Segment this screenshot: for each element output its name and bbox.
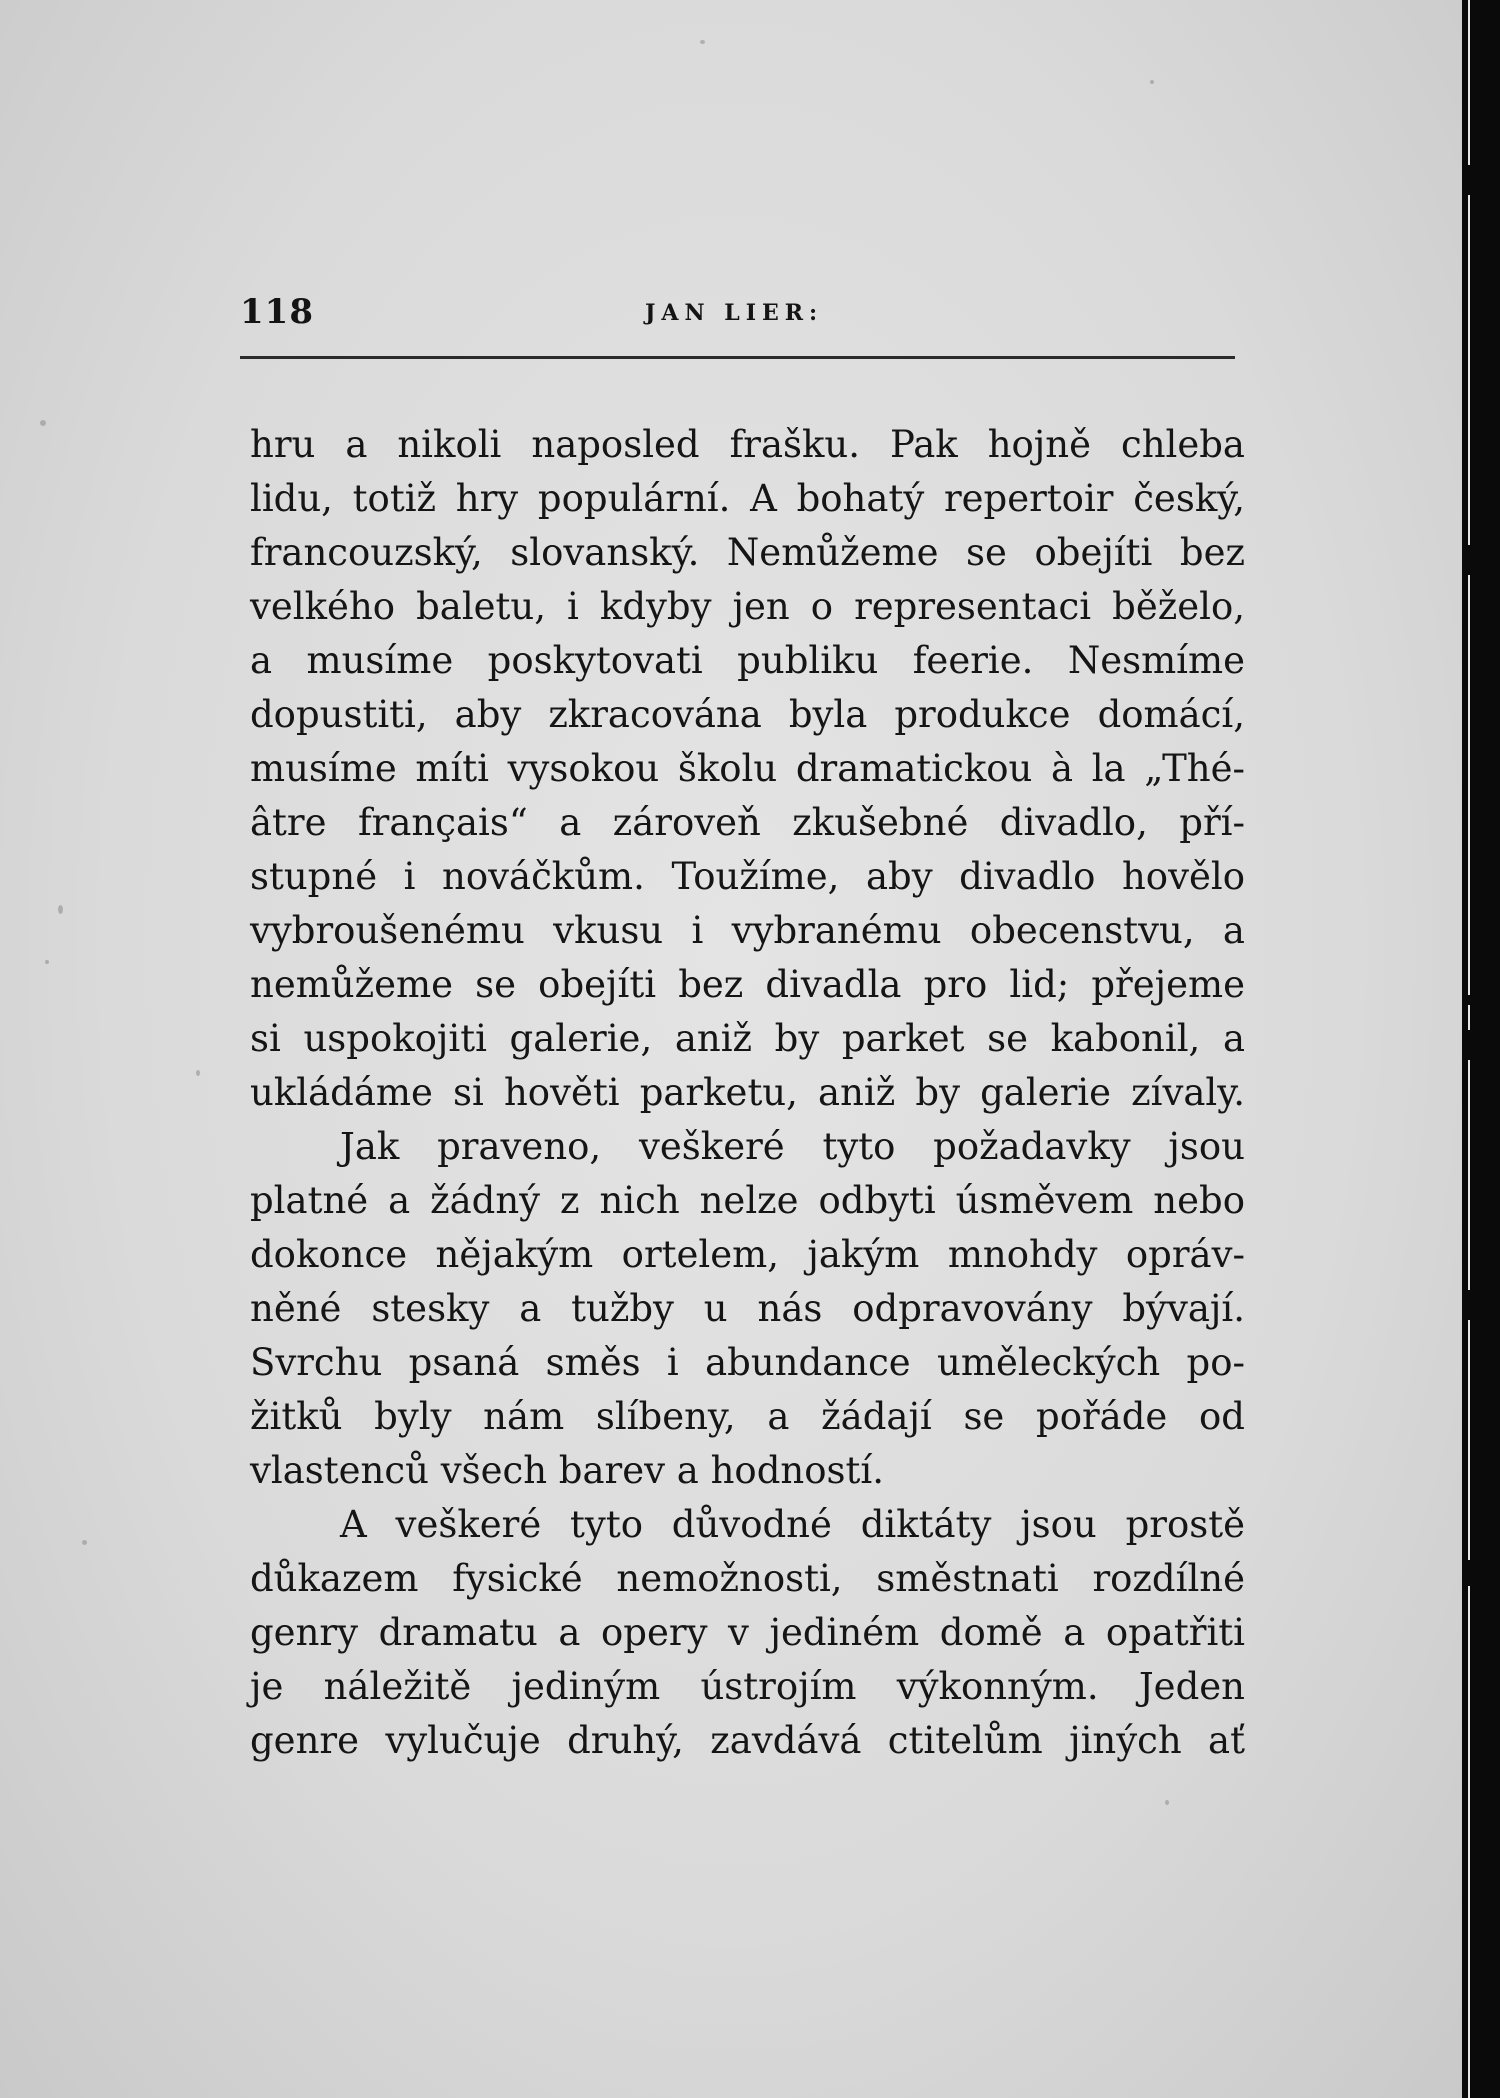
edge-mark: [1464, 995, 1472, 1005]
paper-speck: [58, 905, 63, 914]
text-line: žitků byly nám slíbeny, a žádají se pořáde od: [250, 1395, 1245, 1438]
text-line: něné stesky a tužby u nás odpravovány bývají.: [250, 1287, 1245, 1330]
paper-speck: [196, 1070, 200, 1076]
text-line: si uspokojiti galerie, aniž by parket se kabonil, a: [250, 1017, 1245, 1060]
text-line: velkého baletu, i kdyby jen o representaci běželo,: [250, 585, 1245, 628]
text-line: platné a žádný z nich nelze odbyti úsměvem nebo: [250, 1179, 1245, 1222]
header-rule: [240, 356, 1235, 359]
page-header: [240, 290, 1235, 342]
text-line: Jak praveno, veškeré tyto požadavky jsou: [340, 1125, 1245, 1168]
text-line: musíme míti vysokou školu dramatickou à la „Thé-: [250, 747, 1245, 790]
paper-speck: [700, 40, 705, 44]
text-line: lidu, totiž hry populární. A bohatý repertoir český,: [250, 477, 1245, 520]
text-line: âtre français“ a zároveň zkušebné divadlo, pří-: [250, 801, 1245, 844]
text-line: genry dramatu a opery v jediném domě a opatřiti: [250, 1611, 1245, 1654]
paper-speck: [1150, 80, 1154, 84]
text-line: vlastenců všech barev a hodností.: [250, 1449, 884, 1492]
edge-mark: [1464, 1560, 1472, 1586]
text-line: genre vylučuje druhý, zavdává ctitelům jiných ať: [250, 1719, 1245, 1762]
text-line: je náležitě jediným ústrojím výkonným. Jeden: [250, 1665, 1245, 1708]
page-number: 118: [240, 292, 314, 332]
paper-speck: [1165, 1800, 1169, 1805]
text-line: hru a nikoli naposled frašku. Pak hojně chleba: [250, 423, 1245, 466]
edge-mark: [1464, 1290, 1472, 1320]
paper-speck: [82, 1540, 87, 1545]
text-line: A veškeré tyto důvodné diktáty jsou prostě: [340, 1503, 1245, 1546]
text-line: a musíme poskytovati publiku feerie. Nesmíme: [250, 639, 1245, 682]
edge-mark: [1464, 1030, 1472, 1060]
text-line: důkazem fysické nemožnosti, směstnati rozdílné: [250, 1557, 1245, 1600]
edge-mark: [1464, 545, 1472, 575]
text-line: dokonce nějakým ortelem, jakým mnohdy opráv-: [250, 1233, 1245, 1276]
text-line: ukládáme si hověti parketu, aniž by galerie zívaly.: [250, 1071, 1245, 1114]
body-text: [250, 418, 1245, 1768]
text-line: Svrchu psaná směs i abundance uměleckých po-: [250, 1341, 1245, 1384]
text-line: francouzský, slovanský. Nemůžeme se obejíti bez: [250, 531, 1245, 574]
text-line: vybroušenému vkusu i vybranému obecenstvu, a: [250, 909, 1245, 952]
text-line: stupné i nováčkům. Toužíme, aby divadlo hovělo: [250, 855, 1245, 898]
running-head: JAN LIER:: [645, 300, 824, 326]
edge-mark: [1464, 165, 1472, 195]
paper-speck: [45, 960, 49, 964]
text-line: dopustiti, aby zkracována byla produkce domácí,: [250, 693, 1245, 736]
text-line: nemůžeme se obejíti bez divadla pro lid; přejeme: [250, 963, 1245, 1006]
paper-speck: [40, 420, 46, 426]
